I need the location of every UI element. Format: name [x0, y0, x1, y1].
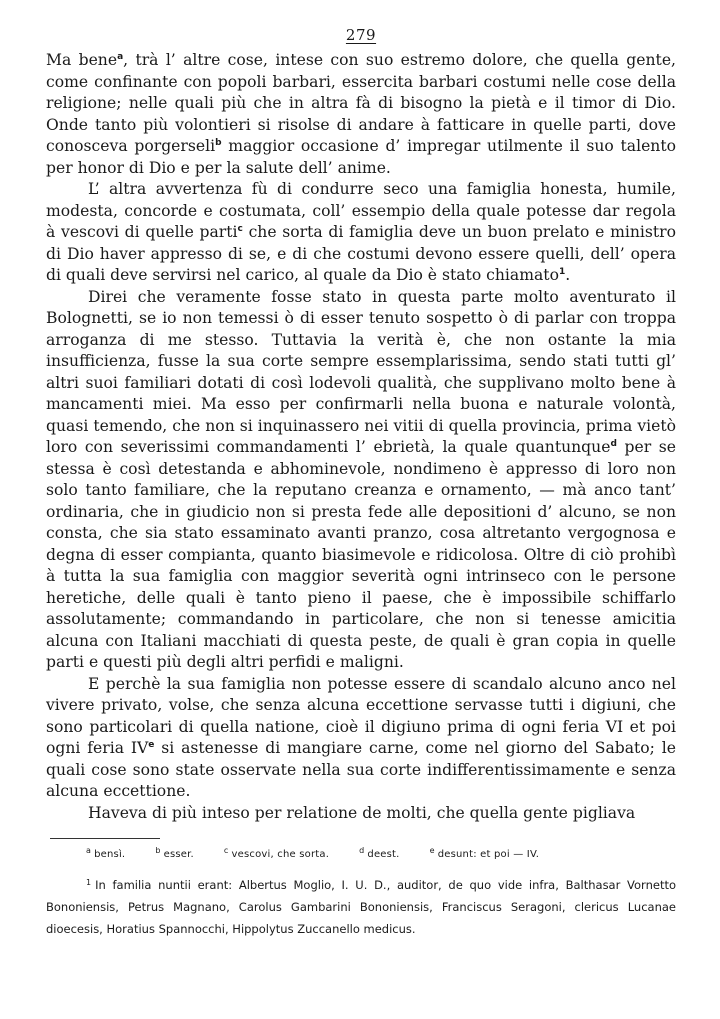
variant-mark: c — [223, 846, 229, 855]
text-run: , trà l’ altre cose, intese con suo estremo dolore, che quella gente, come confinante con popoli barbari, essercita barbari costumi nelle cose della religione; nelle quali più che in altra fà di bisogno la pietà e il timor di Dio. Onde tanto più volontieri si risolse di andare à fatticare in quelle parti, dove conosceva porgerseli — [46, 51, 677, 155]
text-run: Haveva di più inteso per relatione de molti, che quella gente pigliava — [88, 803, 636, 822]
note-reference: c — [237, 224, 243, 234]
text-run: che sorta di famiglia deve un buon prelato e ministro di Dio haver appresso di se, e di che costumi devono essere quelli, dell’ opera di quali deve servirsi nel carico, al quale da Dio è stato chiamato — [46, 223, 676, 284]
text-run: Direi che veramente fosse stato in questa parte molto aventurato il Bolognetti, se io non temessi ò di esser tenuto sospetto ò di parlar con troppa arroganza di me stesso. Tuttavia la verità è, che non ostante la mia insufficienza, fusse la sua corte sempre essemplarissima, sendo stati tutti gl’ altri suoi familiari dotati di così lodevoli qualità, che supplivano molto bene à mancamenti miei. Ma esso per confirmarli nella buona e naturale volontà, quasi temendo, che non si inquinassero nei vitii di quella provincia, prima vietò loro con severissimi commandamenti l’ ebrietà, la quale quantunque — [46, 287, 676, 456]
variant-text: deest. — [367, 849, 400, 860]
text-run: Ma bene — [46, 51, 118, 69]
paragraph — [46, 50, 676, 179]
paragraph — [46, 287, 676, 674]
text-run: . — [565, 266, 571, 284]
text-run: E perchè la sua famiglia non potesse essere di scandalo alcuno anco nel vivere privato, volse, che senza alcuna eccettione servasse tutti i digiuni, che sono particolari di quella natione, cioè il digiuno prima di ogni feria VI et poi ogni feria IV — [46, 674, 676, 757]
page-number: 279 — [345, 26, 377, 44]
main-text — [46, 50, 676, 824]
note-reference: 1 — [558, 267, 566, 277]
variant-note — [155, 846, 194, 860]
footnote-mark: 1 — [86, 878, 92, 887]
variant-note — [223, 846, 330, 860]
variant-text: vescovi, che sorta. — [231, 849, 330, 860]
variant-mark: b — [155, 846, 161, 855]
paragraph — [46, 803, 676, 825]
footnote — [46, 874, 676, 940]
note-reference: a — [117, 52, 124, 62]
note-reference: d — [610, 439, 617, 449]
footnote-text: In familia nuntii erant: Albertus Moglio, I. U. D., auditor, de quo vide infra, Balthasar Vornetto Bononiensis, Petrus Magnano, Carolus Gambarini Bononiensis, Franciscus Seragoni, clericus Lucanae dioecesis, Horatius Spannocchi, Hippolytus Zuccanello medicus. — [46, 878, 676, 936]
text-run: si astenesse di mangiare carne, come nel giorno del Sabato; le quali cose sono state osservate nella sua corte indifferentissimamente e senza alcuna eccettione. — [46, 739, 676, 800]
variant-mark: e — [429, 846, 435, 855]
variant-text: desunt: et poi — IV. — [437, 849, 540, 860]
text-run: per se stessa è così detestanda e abhominevole, nondimeno è appresso di loro non solo tanto familiare, che la reputano creanza e ornamento, — mà anco tant’ ordinaria, che in giudicio non si presta fede alle depositioni d’ alcuno, se non consta, che sia stato essaminato avanti pranzo, cosa altretanto vergognosa e degna di esser compianta, quanto biasimevole e ridicolosa. Oltre di ciò prohibì à tutta la sua famiglia con maggior severità ogni intrinseco con le persone heretiche, delle quali è tanto pieno il paese, che è impossibile schiffarlo assolutamente; commandando in particolare, che non si tenesse amicitia alcuna con Italiani macchiati di questa peste, de quali è gran copia in quelle parti e questi più degli altri perfidi e maligni. — [46, 438, 677, 671]
paragraph — [46, 179, 676, 287]
paragraph — [46, 674, 676, 803]
variant-note — [86, 846, 126, 860]
variant-text: esser. — [163, 849, 194, 860]
note-reference: b — [215, 138, 222, 148]
note-reference: e — [148, 740, 155, 750]
variant-mark: a — [86, 846, 92, 855]
footnote-separator — [50, 838, 160, 839]
variant-text: bensì. — [94, 849, 126, 860]
textual-variants — [46, 846, 676, 860]
text-run: L’ altra avvertenza fù di condurre seco una famiglia honesta, humile, modesta, concorde e costumata, coll’ essempio della quale potesse dar regola à vescovi di quelle parti — [46, 180, 676, 241]
variant-mark: d — [359, 846, 365, 855]
variant-note — [359, 846, 400, 860]
text-run: maggior occasione d’ impregar utilmente il suo talento per honor di Dio e per la salute dell’ anime. — [46, 137, 677, 177]
variant-note — [429, 846, 540, 860]
